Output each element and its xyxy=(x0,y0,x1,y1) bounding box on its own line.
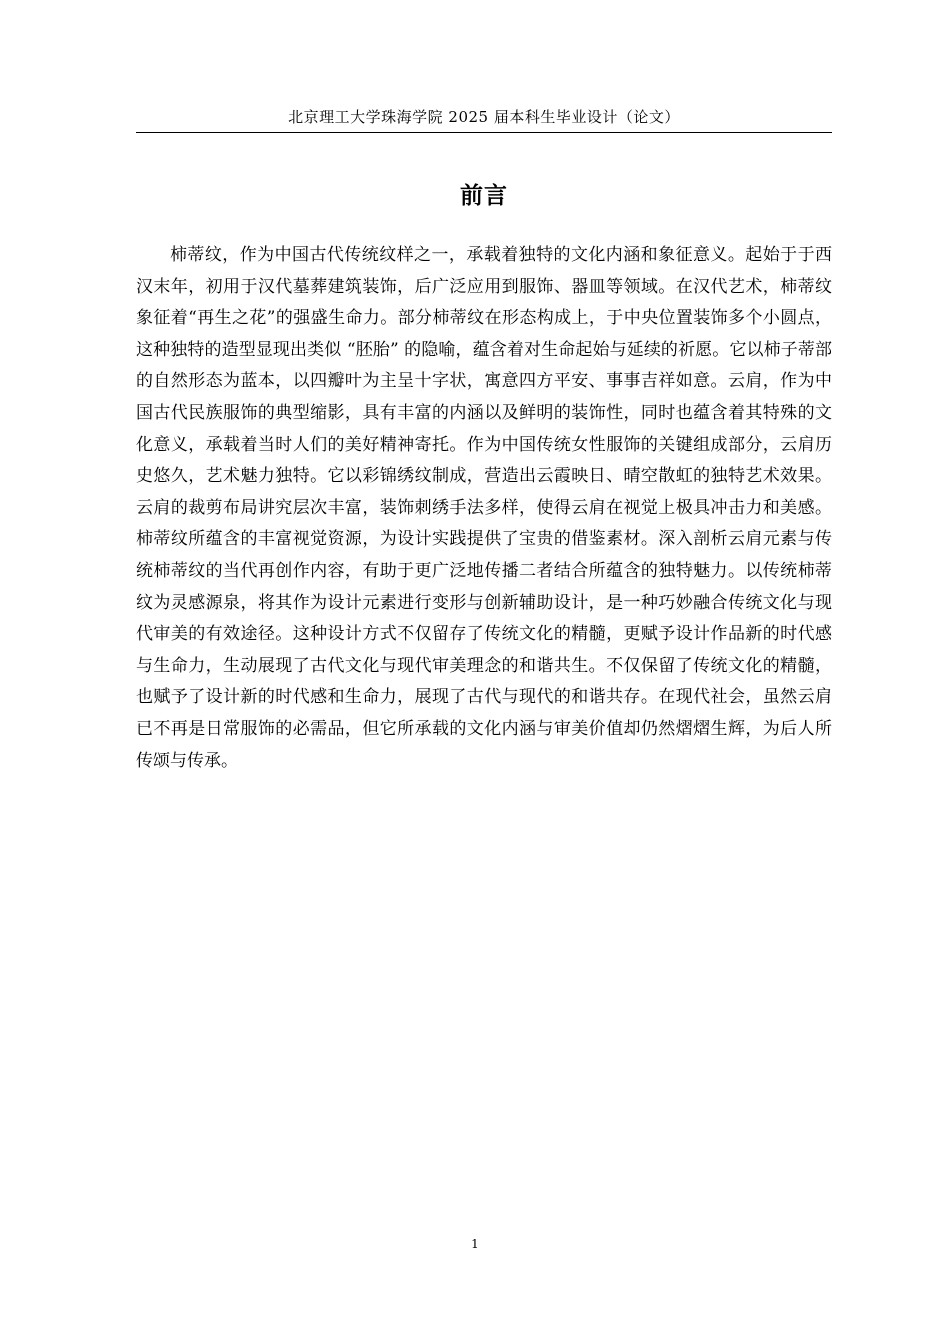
body-paragraph: 柿蒂纹，作为中国古代传统纹样之一，承载着独特的文化内涵和象征意义。起始于于西汉末年，初用于汉代墓葬建筑装饰，后广泛应用到服饰、器皿等领域。在汉代艺术，柿蒂纹象征着“再生之花”的强盛生命力。部分柿蒂纹在形态构成上，于中央位置装饰多个小圆点，这种独特的造型显现出类似 “胚胎” 的隐喻，蕴含着对生命起始与延续的祈愿。它以柿子蒂部的自然形态为蓝本，以四瓣叶为主呈十字状，寓意四方平安、事事吉祥如意。云肩，作为中国古代民族服饰的典型缩影，具有丰富的内涵以及鲜明的装饰性，同时也蕴含着其特殊的文化意义，承载着当时人们的美好精神寄托。作为中国传统女性服饰的关键组成部分，云肩历史悠久，艺术魅力独特。它以彩锦绣纹制成，营造出云霞映日、晴空散虹的独特艺术效果。云肩的裁剪布局讲究层次丰富，装饰刺绣手法多样，使得云肩在视觉上极具冲击力和美感。柿蒂纹所蕴含的丰富视觉资源，为设计实践提供了宝贵的借鉴素材。深入剖析云肩元素与传统柿蒂纹的当代再创作内容，有助于更广泛地传播二者结合所蕴含的独特魅力。以传统柿蒂纹为灵感源泉，将其作为设计元素进行变形与创新辅助设计，是一种巧妙融合传统文化与现代审美的有效途径。这种设计方式不仅留存了传统文化的精髓，更赋予设计作品新的时代感与生命力，生动展现了古代文化与现代审美理念的和谐共生。不仅保留了传统文化的精髓，也赋予了设计新的时代感和生命力，展现了古代与现代的和谐共存。在现代社会，虽然云肩已不再是日常服饰的必需品，但它所承载的文化内涵与审美价值却仍然熠熠生辉，为后人所传颂与传承。 xyxy=(136,245,832,771)
running-header: 北京理工大学珠海学院 2025 届本科生毕业设计（论文） xyxy=(288,108,680,126)
page-number: 1 xyxy=(471,1237,479,1251)
header-divider xyxy=(136,132,832,133)
section-title: 前言 xyxy=(460,183,508,209)
